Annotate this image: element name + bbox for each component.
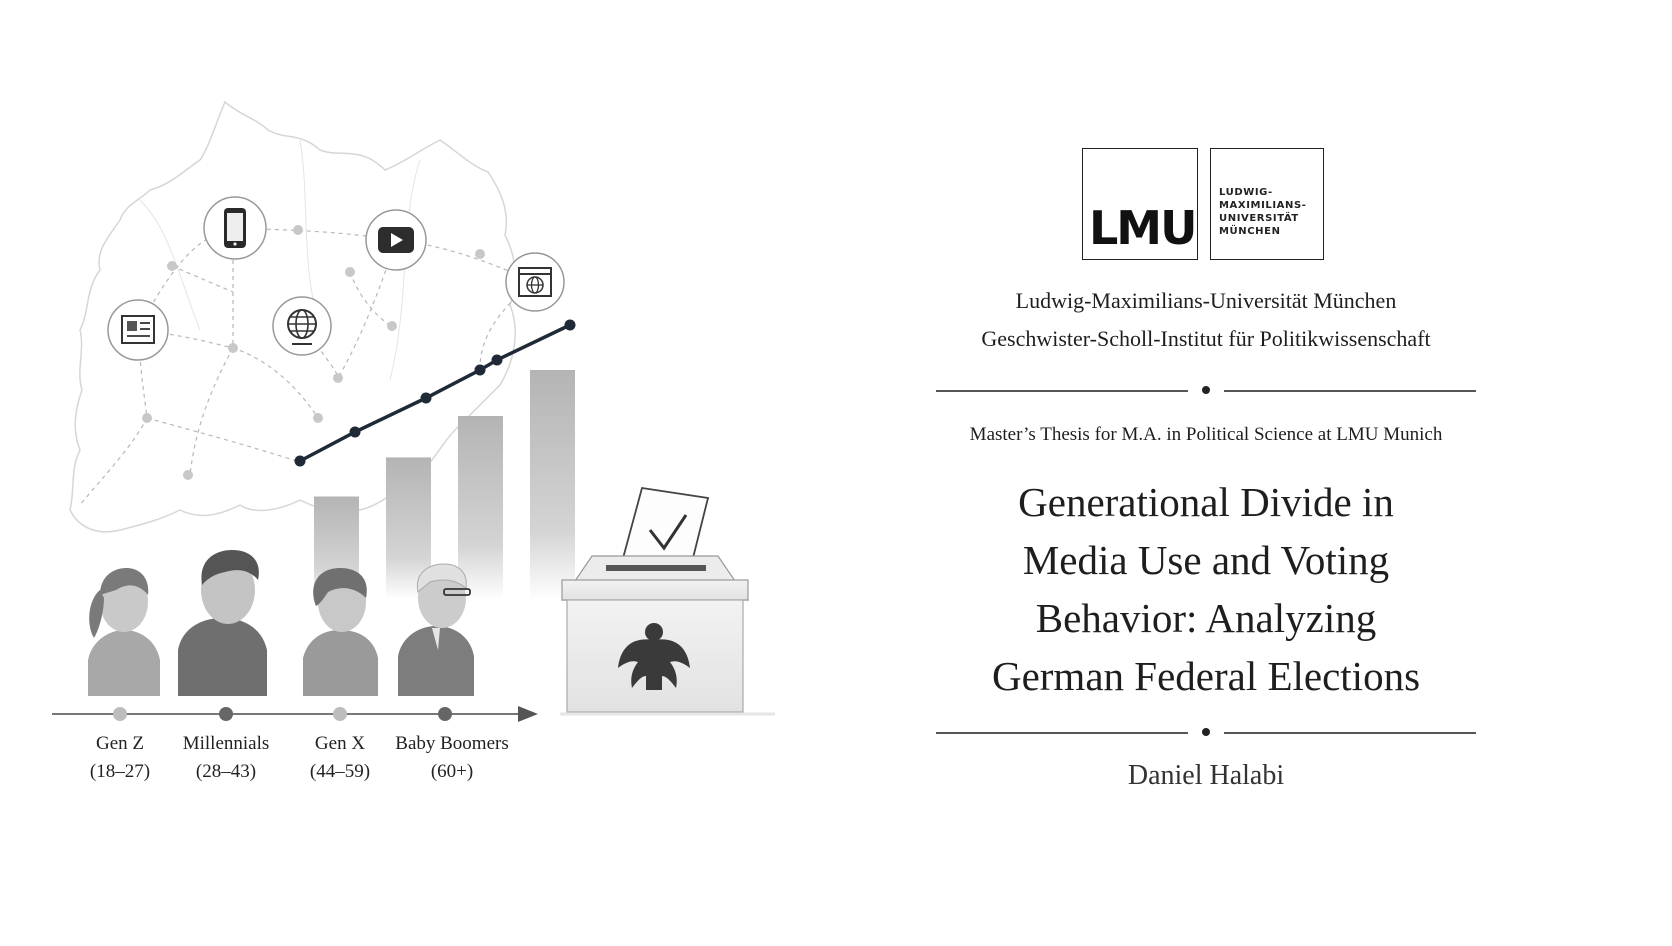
thesis-title-line-1: Generational Divide in [1018,479,1394,525]
bottom-divider [936,726,1476,738]
person-gen-z [88,568,160,696]
person-gen-x [303,568,378,696]
newspaper-icon [108,300,168,360]
person-millennial [178,550,267,696]
bar-3 [458,416,503,600]
institute-name: Geschwister-Scholl-Institut für Politikwissenschaft [981,326,1431,351]
generation-label-millennials: Millennials (28–43) [182,733,270,782]
title-block [936,0,1476,941]
globe-icon [273,297,331,355]
generation-label-baby-boomers: Baby Boomers (60+) [395,733,509,782]
top-divider [936,384,1476,396]
ballot-box [562,556,748,712]
smartphone-icon [204,197,266,259]
university-name: Ludwig-Maximilians-Universität München [1015,288,1397,313]
thesis-title-line-4: German Federal Elections [991,653,1421,699]
thesis-title-line-2: Media Use and Voting [1022,537,1390,583]
lmu-logo-name: LUDWIG- MAXIMILIANS- UNIVERSITÄT MÜNCHEN [1210,148,1324,260]
lmu-logo-mark: LMU [1082,148,1198,260]
video-play-icon [366,210,426,270]
bar-4 [530,370,575,600]
thesis-title-line-3: Behavior: Analyzing [1035,595,1377,641]
web-page-icon [506,253,564,311]
generation-label-gen-z: Gen Z (18–27) [89,733,151,782]
author-name: Daniel Halabi [1127,760,1285,791]
generation-label-gen-x: Gen X (44–59) [309,733,371,782]
thesis-subtitle: Master’s Thesis for M.A. in Political Science at LMU Munich [969,424,1443,445]
